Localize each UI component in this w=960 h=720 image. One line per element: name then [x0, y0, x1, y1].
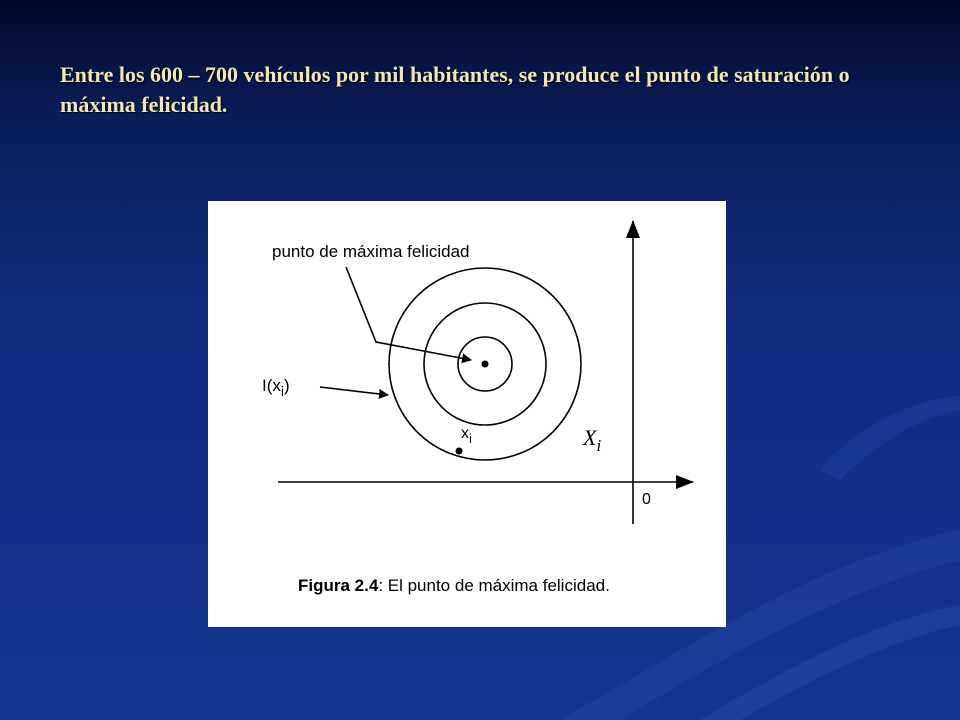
- xi-point: [456, 448, 463, 455]
- indifference-diagram: [208, 201, 726, 627]
- xi-point-label: $x_i$: [461, 425, 472, 446]
- slide-heading: Entre los 600 – 700 vehículos por mil habitantes, se produce el punto de saturación o máxima felicidad.: [60, 62, 850, 117]
- max-point-arrow: [346, 267, 471, 360]
- max-happiness-point: [482, 361, 489, 368]
- origin-label: 0: [642, 491, 651, 508]
- indifference-label: $I(x_i)$: [262, 376, 290, 399]
- indifference-arrow: [320, 387, 388, 395]
- max-point-label: punto de máxima felicidad: [272, 242, 470, 261]
- axis-label-xi: $X_i$: [583, 425, 602, 455]
- figure-caption: Figura 2.4: El punto de máxima felicidad.: [298, 576, 610, 595]
- figure-panel: [208, 201, 726, 627]
